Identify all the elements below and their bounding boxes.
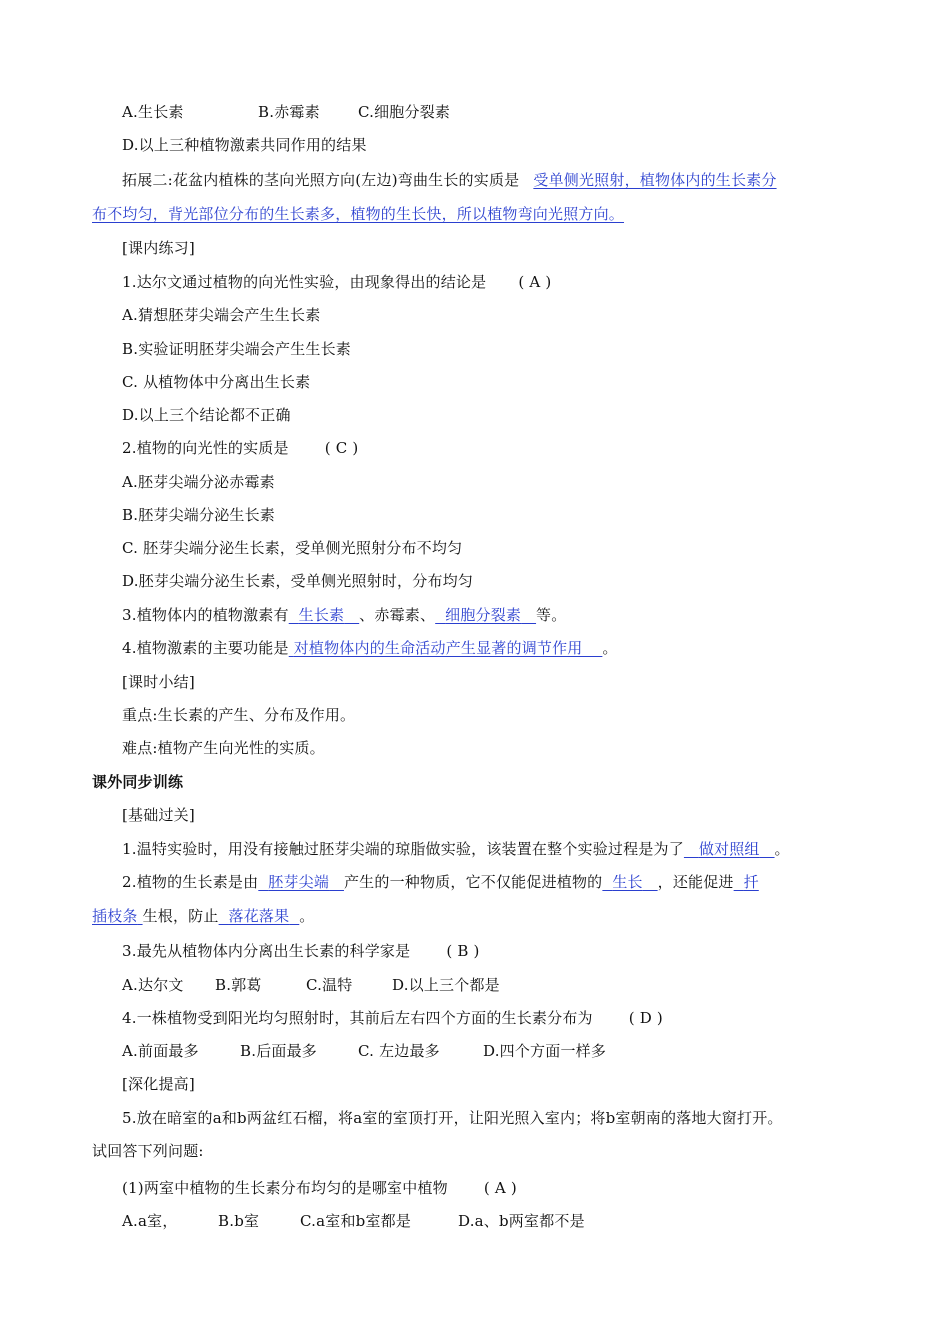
option-d: D.以上三种植物激素共同作用的结果	[122, 136, 367, 154]
question-stem: 2.植物的生长素是由	[122, 873, 259, 891]
outside-q3-option-d: D.以上三个都是	[392, 976, 500, 994]
practice-q1-option-b: B.实验证明胚芽尖端会产生生长素	[122, 340, 351, 358]
outside-q3-option-c: C.温特	[306, 976, 353, 994]
outside-q5-sub1	[122, 1178, 517, 1198]
answer-blank-text: 落花落果	[228, 907, 290, 925]
question-text: 。	[299, 907, 315, 925]
outside-q5-option-b: B.b室	[218, 1212, 260, 1230]
answer-blank	[289, 639, 603, 657]
answer-blank	[219, 907, 300, 925]
outside-q5-line2: 试回答下列问题:	[92, 1142, 204, 1160]
outside-q3	[122, 941, 480, 961]
question-text: 。	[602, 639, 618, 657]
outside-q3-option-a: A.达尔文	[122, 976, 184, 994]
question-stem: 4.植物激素的主要功能是	[122, 639, 289, 657]
basic-header: [基础过关]	[122, 806, 195, 824]
answer-blank	[289, 606, 359, 624]
practice-q2-option-c: C. 胚芽尖端分泌生长素，受单侧光照射分布不均匀	[122, 539, 463, 557]
outside-q4-option-a: A.前面最多	[122, 1042, 199, 1060]
question-stem: 3.最先从植物体内分离出生长素的科学家是	[122, 942, 411, 960]
question-text: 等。	[536, 606, 567, 624]
question-text: 生根，防止	[142, 907, 219, 925]
answer-blank-text: 生长	[612, 873, 643, 891]
deep-header: [深化提高]	[122, 1075, 195, 1093]
outside-q5-option-d: D.a、b两室都不是	[458, 1212, 585, 1230]
practice-q2-option-a: A.胚芽尖端分泌赤霉素	[122, 473, 275, 491]
answer-blank	[258, 873, 344, 891]
outside-q3-option-b: B.郭葛	[215, 976, 262, 994]
question-text: 、赤霉素、	[359, 606, 436, 624]
answer-blank	[734, 873, 759, 891]
question-answer: ( A )	[518, 273, 552, 291]
question-answer: ( B )	[446, 942, 480, 960]
extension-2-cont	[92, 204, 624, 224]
question-answer: ( A )	[483, 1179, 517, 1197]
question-answer: ( C )	[324, 439, 359, 457]
question-stem: 4.一株植物受到阳光均匀照射时，其前后左右四个方面的生长素分布为	[122, 1009, 593, 1027]
question-stem: 1.达尔文通过植物的向光性实验，由现象得出的结论是	[122, 273, 487, 291]
option-c: C.细胞分裂素	[358, 103, 451, 121]
practice-q1-option-c: C. 从植物体中分离出生长素	[122, 373, 311, 391]
outside-q4-option-c: C. 左边最多	[358, 1042, 440, 1060]
practice-q2	[122, 438, 358, 458]
question-stem: 3.植物体内的植物激素有	[122, 606, 289, 624]
outside-q2	[122, 872, 759, 892]
answer-blank-text: 扦	[743, 873, 759, 891]
extension-2-prefix: 拓展二:花盆内植株的茎向光照方向(左边)弯曲生长的实质是	[122, 171, 520, 189]
question-answer: ( D )	[628, 1009, 663, 1027]
outside-q5-line1: 5.放在暗室的a和b两盆红石榴，将a室的室顶打开，让阳光照入室内；将b室朝南的落地大窗打开。	[122, 1109, 783, 1127]
extension-2-answer: 受单侧光照射，植物体内的生长素分	[533, 171, 777, 189]
summary-difficult-points: 难点:植物产生向光性的实质。	[122, 739, 325, 757]
outside-q5-option-c: C.a室和b室都是	[300, 1212, 412, 1230]
answer-blank-text: 对植物体内的生命活动产生显著的调节作用	[293, 639, 583, 657]
option-a: A.生长素	[122, 103, 184, 121]
practice-q1-option-d: D.以上三个结论都不正确	[122, 406, 291, 424]
option-b: B.赤霉素	[258, 103, 320, 121]
answer-blank-text: 插枝条	[92, 907, 138, 925]
answer-blank-text: 做对照组	[698, 840, 760, 858]
practice-header: [课内练习]	[122, 239, 195, 257]
answer-blank	[92, 907, 143, 925]
practice-q1	[122, 272, 551, 292]
outside-q4	[122, 1008, 663, 1028]
question-stem: (1)两室中植物的生长素分布均匀的是哪室中植物	[122, 1179, 448, 1197]
extension-2-answer-cont: 布不均匀，背光部位分布的生长素多，植物的生长快，所以植物弯向光照方向。	[92, 205, 625, 223]
outside-q1	[122, 839, 790, 859]
answer-blank	[602, 873, 657, 891]
question-text: 。	[774, 840, 790, 858]
answer-blank	[684, 840, 775, 858]
practice-q3	[122, 605, 566, 625]
extension-2	[122, 170, 777, 190]
outside-q2-cont	[92, 906, 314, 926]
answer-blank-text: 细胞分裂素	[445, 606, 522, 624]
practice-q1-option-a: A.猜想胚芽尖端会产生生长素	[122, 306, 321, 324]
practice-q2-option-d: D.胚芽尖端分泌生长素，受单侧光照射时，分布均匀	[122, 572, 474, 590]
answer-blank-text: 生长素	[298, 606, 345, 624]
summary-key-points: 重点:生长素的产生、分布及作用。	[122, 706, 356, 724]
answer-blank-text: 胚芽尖端	[268, 873, 330, 891]
answer-blank	[435, 606, 536, 624]
section-title: 课外同步训练	[92, 773, 184, 791]
question-stem: 1.温特实验时，用没有接触过胚芽尖端的琼脂做实验，该装置在整个实验过程是为了	[122, 840, 684, 858]
outside-q4-option-d: D.四个方面一样多	[483, 1042, 607, 1060]
outside-q5-option-a: A.a室，	[122, 1212, 178, 1230]
outside-q4-option-b: B.后面最多	[240, 1042, 317, 1060]
question-stem: 2.植物的向光性的实质是	[122, 439, 289, 457]
practice-q4	[122, 638, 618, 658]
question-text: 产生的一种物质，它不仅能促进植物的	[343, 873, 603, 891]
summary-header: [课时小结]	[122, 673, 195, 691]
question-text: ，还能促进	[657, 873, 734, 891]
practice-q2-option-b: B.胚芽尖端分泌生长素	[122, 506, 275, 524]
